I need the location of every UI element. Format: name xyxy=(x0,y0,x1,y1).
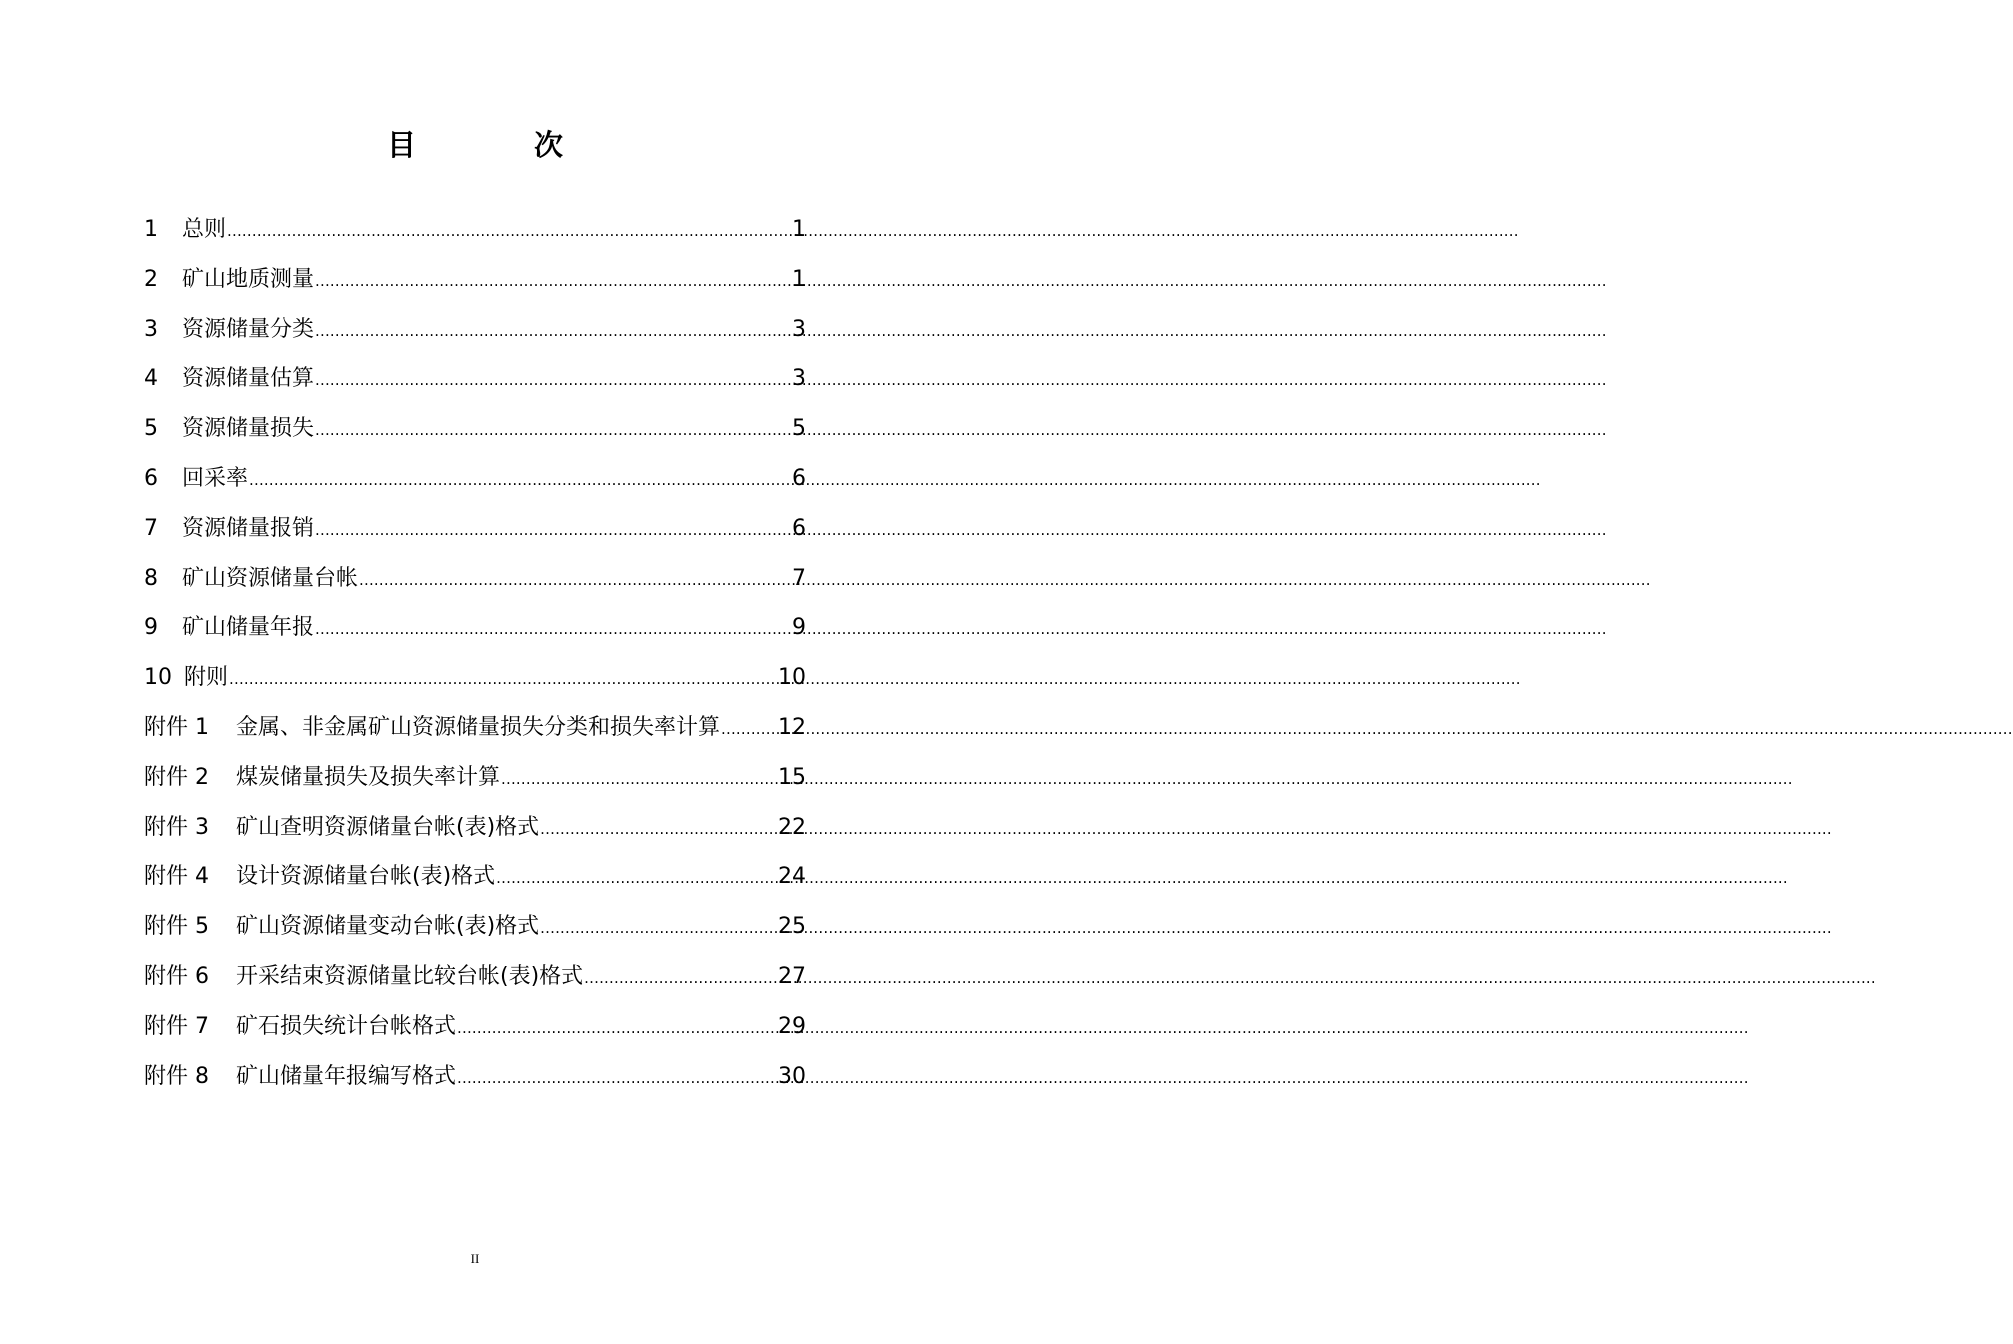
dot-leader xyxy=(315,608,791,649)
toc-page-number: 1 xyxy=(792,217,806,242)
toc-number: 附件 3 xyxy=(144,814,209,840)
toc-label: 矿山储量年报 xyxy=(182,615,315,641)
page-title: 目 次 xyxy=(386,128,618,163)
toc-label: 煤炭储量损失及损失率计算 xyxy=(236,764,501,790)
dot-leader xyxy=(315,509,791,550)
toc-entry-section-7[interactable] xyxy=(144,509,806,559)
toc-page-number: 1 xyxy=(792,266,806,292)
toc-number: 附件 4 xyxy=(144,864,209,890)
toc-page-number: 30 xyxy=(778,1063,806,1089)
toc-entry-appendix-3[interactable] xyxy=(144,808,806,858)
dot-leader xyxy=(501,758,777,799)
toc-page-number: 29 xyxy=(778,1013,806,1039)
dot-leader xyxy=(249,459,791,500)
toc-entry-appendix-1[interactable] xyxy=(144,708,806,758)
toc-number: 8 xyxy=(144,565,158,591)
toc-page-number: 6 xyxy=(792,465,806,491)
toc-entry-section-6[interactable] xyxy=(144,459,806,509)
toc-number: 附件 2 xyxy=(144,764,209,790)
dot-leader xyxy=(721,708,777,749)
toc-number: 4 xyxy=(144,366,158,392)
toc-entry-appendix-8[interactable] xyxy=(144,1057,806,1107)
dot-leader xyxy=(315,310,791,351)
toc-page-number: 25 xyxy=(778,914,806,940)
toc-number: 10 xyxy=(144,665,172,691)
toc-label: 附则 xyxy=(184,665,229,691)
toc-label: 金属、非金属矿山资源储量损失分类和损失率计算 xyxy=(236,714,721,740)
toc-label: 资源储量分类 xyxy=(182,316,315,342)
dot-leader xyxy=(496,857,777,898)
dot-leader xyxy=(457,1007,777,1048)
toc-label: 矿山资源储量变动台帐(表)格式 xyxy=(236,914,540,940)
toc-number: 附件 6 xyxy=(144,963,209,989)
toc-page-number: 5 xyxy=(792,416,806,442)
toc-entry-appendix-4[interactable] xyxy=(144,857,806,907)
dot-leader xyxy=(227,210,791,251)
toc-label: 总则 xyxy=(182,217,227,242)
toc-label: 矿石损失统计台帐格式 xyxy=(236,1013,457,1039)
toc-entry-section-1[interactable] xyxy=(144,210,806,260)
toc-page-number: 9 xyxy=(792,615,806,641)
toc-entry-section-8[interactable] xyxy=(144,559,806,609)
toc-page-number: 24 xyxy=(778,864,806,890)
dot-leader xyxy=(584,957,777,998)
toc-number: 3 xyxy=(144,316,158,342)
toc-label: 矿山查明资源储量台帐(表)格式 xyxy=(236,814,540,840)
toc-number: 附件 5 xyxy=(144,914,209,940)
toc-page-number: 3 xyxy=(792,316,806,342)
dot-leader xyxy=(540,907,777,948)
toc-number: 附件 1 xyxy=(144,714,209,740)
toc-label: 资源储量损失 xyxy=(182,416,315,442)
toc-label: 资源储量报销 xyxy=(182,515,315,541)
toc-number: 1 xyxy=(144,217,158,242)
toc-entry-appendix-2[interactable] xyxy=(144,758,806,808)
dot-leader xyxy=(457,1057,777,1098)
toc-entry-appendix-5[interactable] xyxy=(144,907,806,957)
dot-leader xyxy=(315,359,791,400)
dot-leader xyxy=(315,409,791,450)
toc-number: 7 xyxy=(144,515,158,541)
toc-label: 矿山资源储量台帐 xyxy=(182,565,359,591)
toc-page-number: 12 xyxy=(778,714,806,740)
toc-entry-section-10[interactable] xyxy=(144,658,806,708)
footer-page-number: II xyxy=(470,1251,480,1266)
dot-leader xyxy=(359,559,791,600)
toc-number: 附件 7 xyxy=(144,1013,209,1039)
dot-leader xyxy=(540,808,777,849)
toc-page-number: 15 xyxy=(778,764,806,790)
dot-leader xyxy=(229,658,777,699)
toc-entry-appendix-7[interactable] xyxy=(144,1007,806,1057)
toc-label: 开采结束资源储量比较台帐(表)格式 xyxy=(236,963,584,989)
page-footer xyxy=(0,1249,950,1269)
toc-label: 矿山储量年报编写格式 xyxy=(236,1063,457,1089)
toc-entry-section-9[interactable] xyxy=(144,608,806,658)
toc-page-number: 27 xyxy=(778,963,806,989)
toc-number: 9 xyxy=(144,615,158,641)
toc-entry-section-2[interactable] xyxy=(144,260,806,310)
toc-number: 5 xyxy=(144,416,158,442)
toc-entry-section-3[interactable] xyxy=(144,310,806,360)
toc-page-number: 7 xyxy=(792,565,806,591)
toc-page-number: 22 xyxy=(778,814,806,840)
dot-leader xyxy=(315,260,791,301)
toc-page-number: 3 xyxy=(792,366,806,392)
toc-label: 矿山地质测量 xyxy=(182,266,315,292)
toc-number: 2 xyxy=(144,266,158,292)
toc-label: 资源储量估算 xyxy=(182,366,315,392)
toc-entry-appendix-6[interactable] xyxy=(144,957,806,1007)
toc-label: 回采率 xyxy=(182,465,249,491)
toc-entry-section-5[interactable] xyxy=(144,409,806,459)
toc-number: 附件 8 xyxy=(144,1063,209,1089)
table-of-contents xyxy=(144,210,806,1106)
toc-entry-section-4[interactable] xyxy=(144,359,806,409)
toc-page-number: 10 xyxy=(778,665,806,691)
toc-label: 设计资源储量台帐(表)格式 xyxy=(236,864,496,890)
toc-number: 6 xyxy=(144,465,158,491)
toc-page-number: 6 xyxy=(792,515,806,541)
